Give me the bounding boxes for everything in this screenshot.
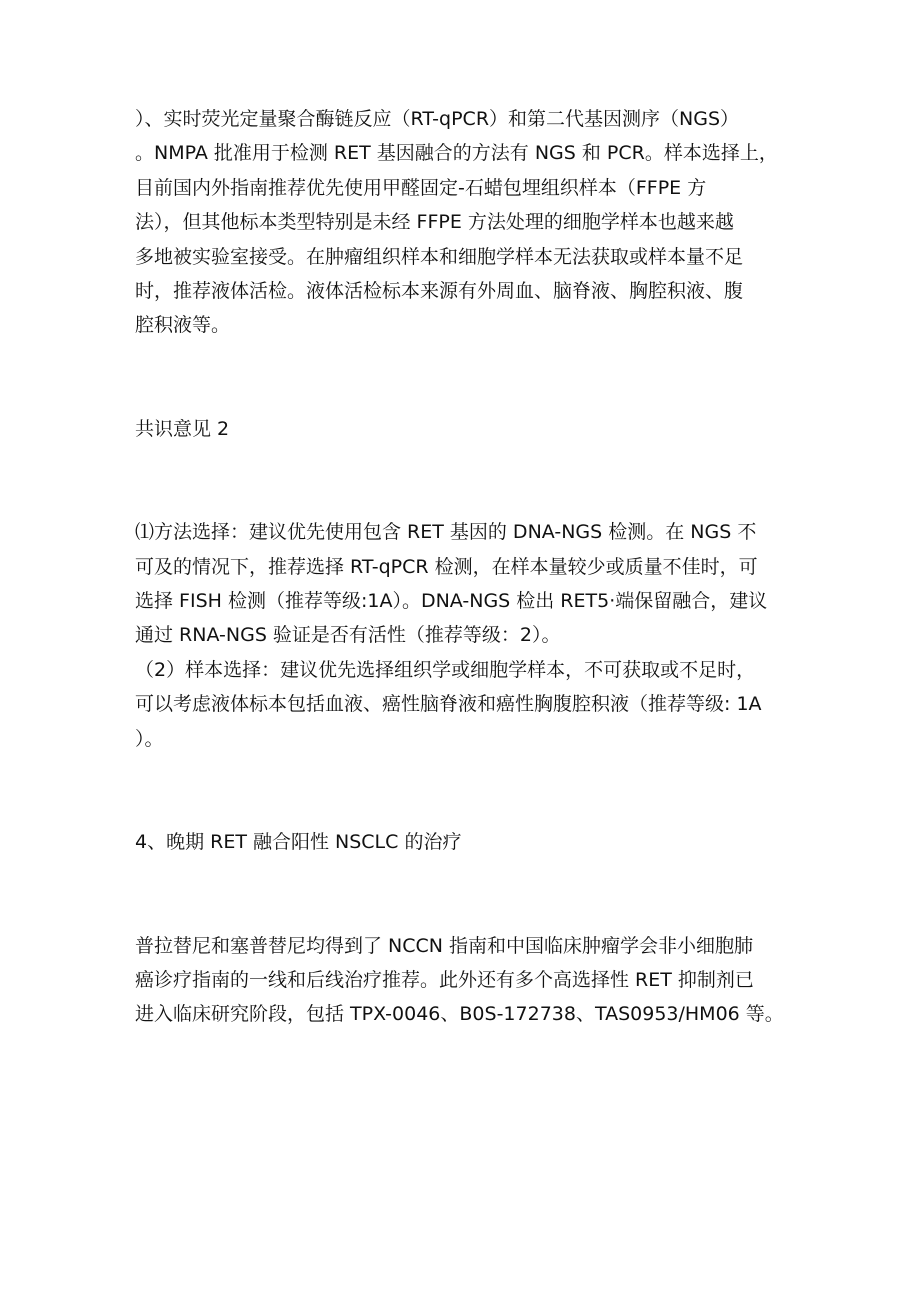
text-line: 可及的情况下，推荐选择 RT-qPCR 检测，在样本量较少或质量不佳时，可 [135,555,758,578]
text-line: ）、实时荧光定量聚合酶链反应（RT-qPCR）和第二代基因测序（NGS） [135,108,740,130]
text-line: 普拉替尼和塞普替尼均得到了 NCCN 指南和中国临床肿瘤学会非小细胞肺 [135,934,754,957]
document-body [135,102,800,1032]
section-heading-consensus-2 [135,412,800,446]
text-line: 进入临床研究阶段，包括 TPX-0046、B0S-172738、TAS0953/HM06 等。 [135,1003,784,1026]
text-line: 。NMPA 批准用于检测 RET 基因融合的方法有 NGS 和 PCR。样本选择上， [135,142,778,165]
section-heading-treatment [135,825,800,859]
text-line: 法），但其他标本类型特别是未经 FFPE 方法处理的细胞学样本也越来越 [135,211,734,234]
heading-text: 4、晚期 RET 融合阳性 NSCLC 的治疗 [135,831,462,854]
text-line: ）。 [135,727,164,750]
text-line: 选择 FISH 检测（推荐等级:1A）。DNA-NGS 检出 RET5·端保留融合，建议 [135,590,768,613]
text-line: 时，推荐液体活检。液体活检标本来源有外周血、脑脊液、胸腔积液、腹 [135,280,744,303]
text-line: （2）样本选择：建议优先选择组织学或细胞学样本，不可获取或不足时， [135,658,756,681]
paragraph-ret-detection-methods [135,102,800,343]
paragraph-consensus-recommendations [135,515,800,756]
text-line: 可以考虑液体标本包括血液、癌性脑脊液和癌性胸腹腔积液（推荐等级: 1A [135,693,762,716]
text-line: 腔积液等。 [135,314,231,337]
paragraph-treatment-options [135,929,800,1032]
text-line: 多地被实验室接受。在肿瘤组织样本和细胞学样本无法获取或样本量不足 [135,245,744,268]
text-line: 通过 RNA-NGS 验证是否有活性（推荐等级：2）。 [135,624,561,647]
text-line: 癌诊疗指南的一线和后线治疗推荐。此外还有多个高选择性 RET 抑制剂已 [135,968,754,991]
heading-text: 共识意见 2 [135,417,230,440]
text-line: ⑴方法选择：建议优先使用包含 RET 基因的 DNA-NGS 检测。在 NGS 不 [135,521,757,544]
text-line: 目前国内外指南推荐优先使用甲醛固定-石蜡包埋组织样本（FFPE 方 [135,176,707,199]
